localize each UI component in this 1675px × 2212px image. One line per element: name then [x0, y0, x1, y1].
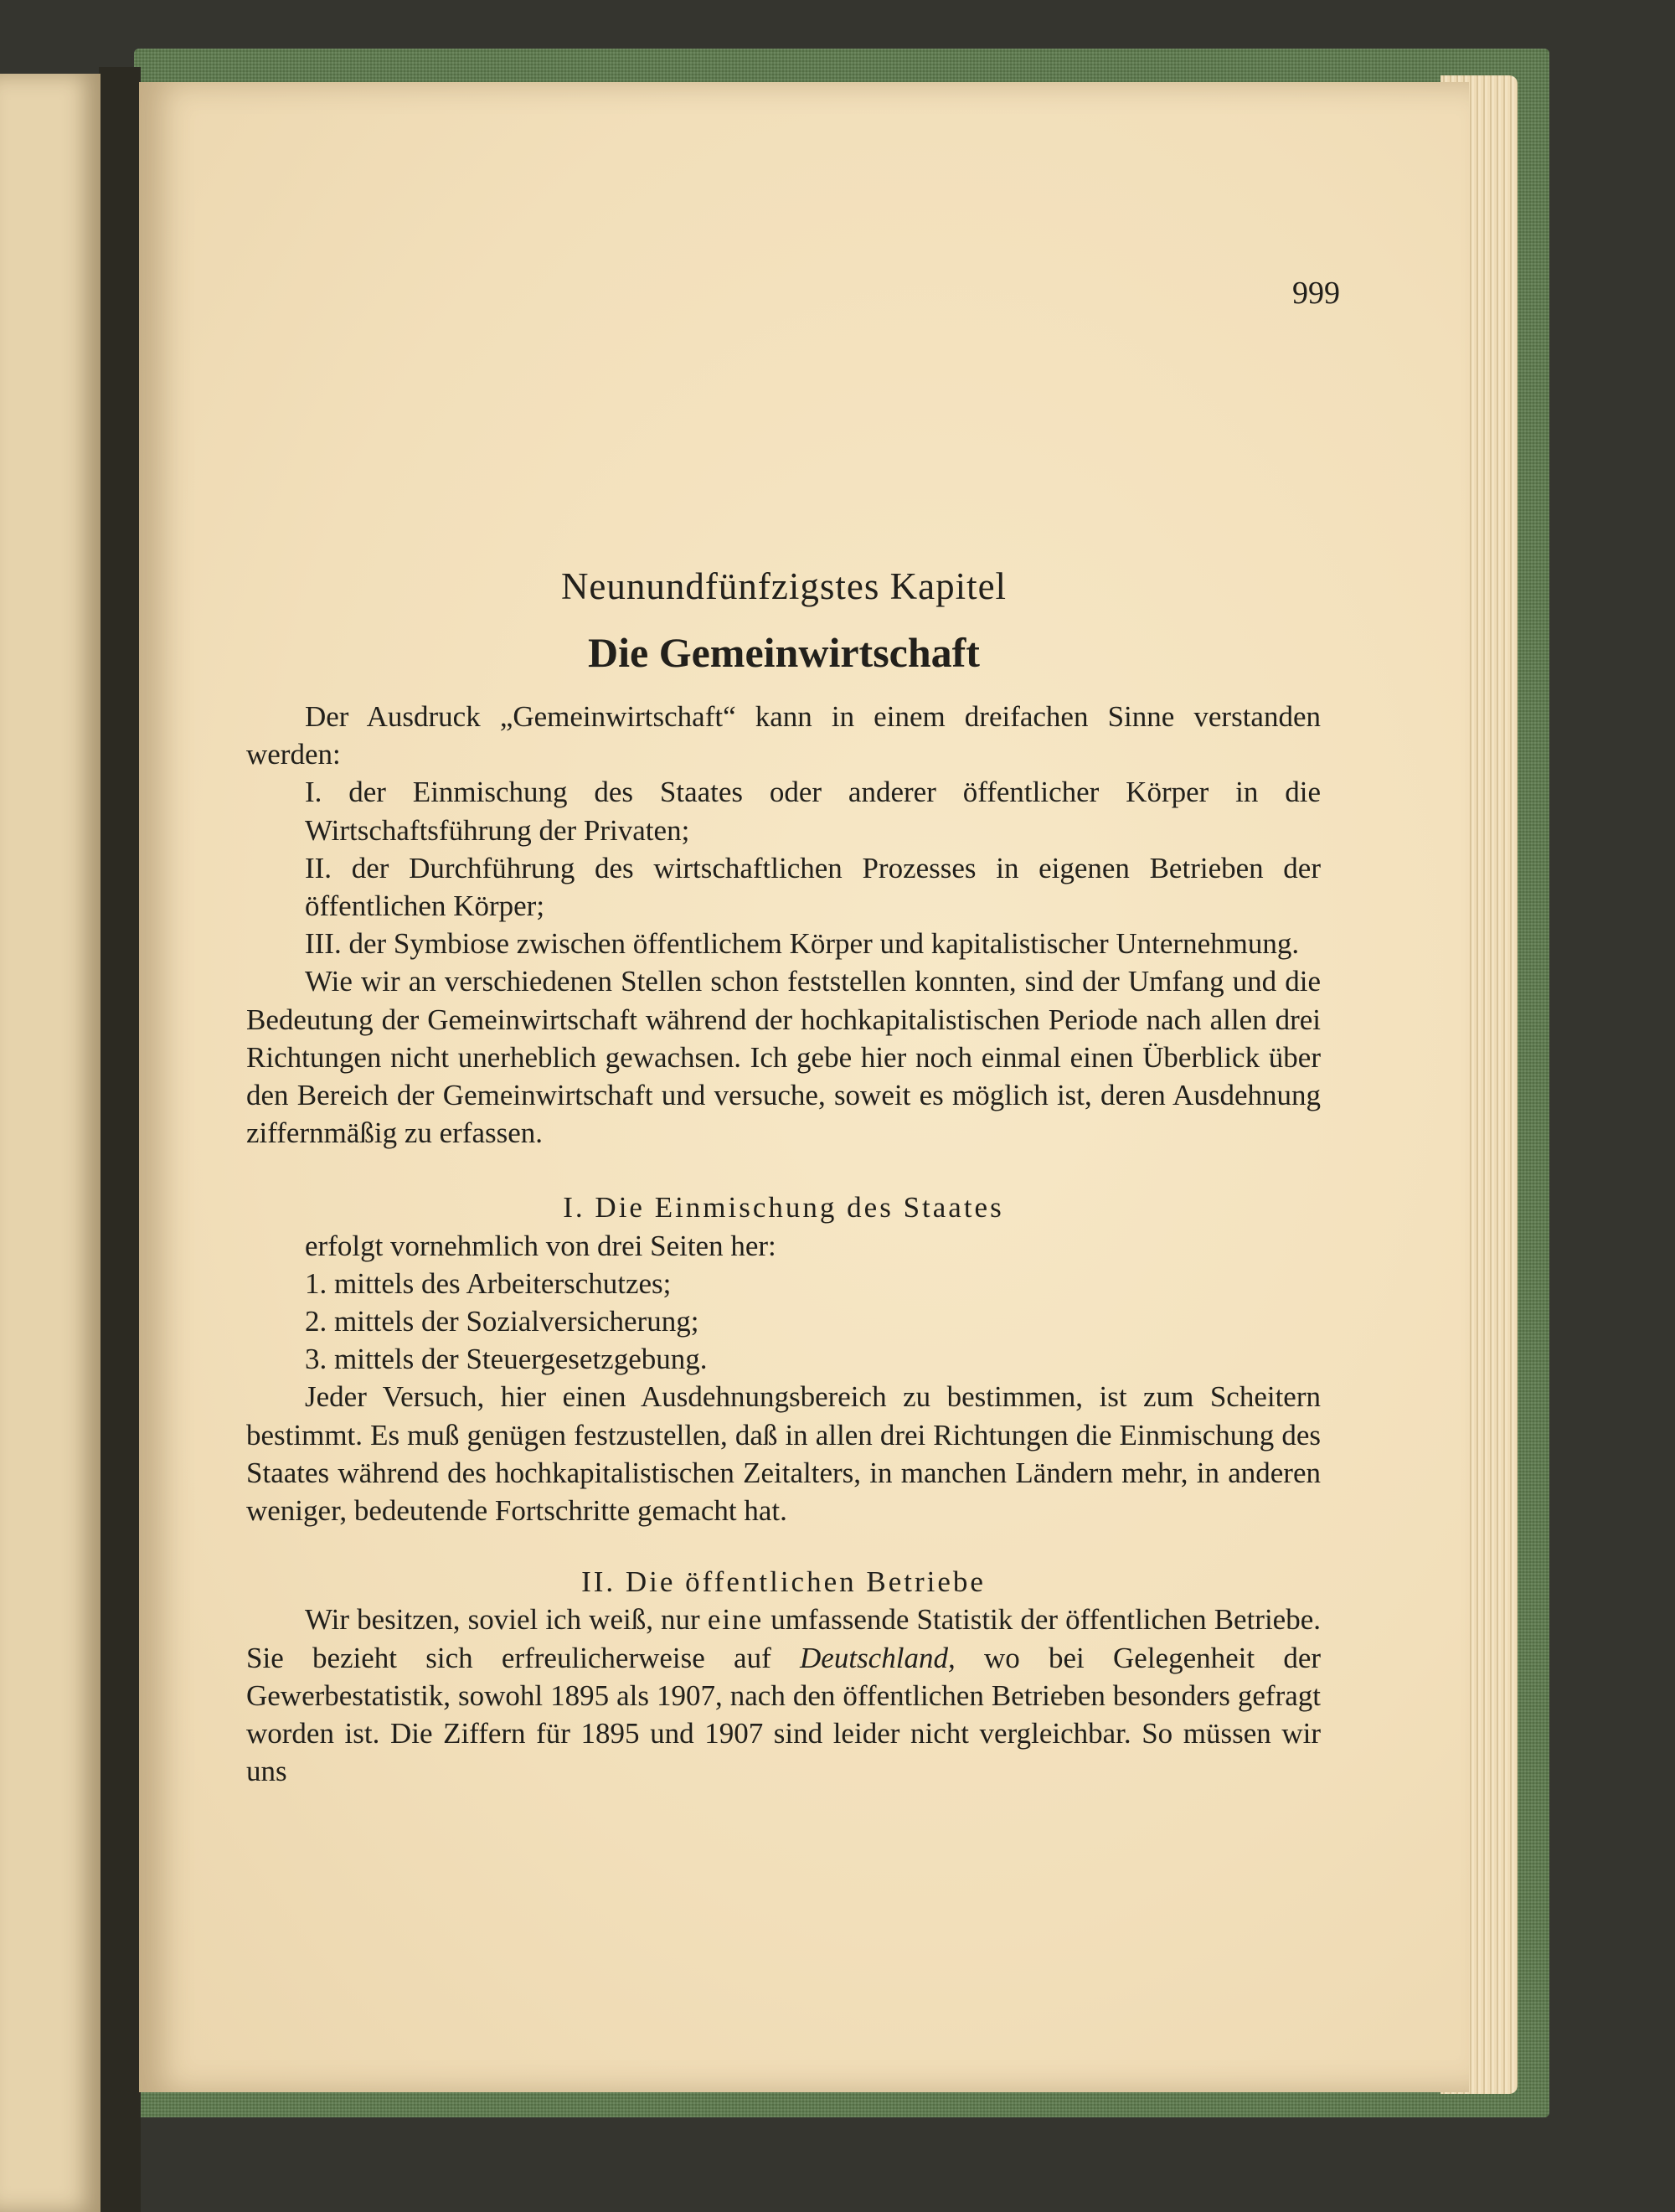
emphasized-word: eine: [707, 1603, 764, 1637]
italic-word: Deutschland,: [800, 1641, 956, 1674]
intro-paragraph: Der Ausdruck „Gemeinwirtschaft“ kann in einem dreifachen Sinne verstanden werden:: [246, 700, 1321, 771]
book-gutter: [99, 67, 141, 2212]
book-page: [139, 82, 1469, 2092]
paragraph-text: wo bei Gelegenheit der Gewerbestatistik, sowohl 1895 als 1907, nach den öffentlichen Betrieben besonders gefragt worden ist. Die Ziffern für 1895 und 1907 sind leider nicht vergleichbar. So müssen wir uns: [246, 1641, 1322, 1788]
intro-paragraph-2: Wie wir an verschiedenen Stellen schon feststellen konnten, sind der Umfang und die Bedeutung der Gemeinwirtschaft während der hochkapitalistischen Periode nach allen drei Richtungen nicht unerheblich gewachsen. Ich gebe hier noch einmal einen Überblick über den Bereich der Gemeinwirtschaft und versuche, soweit es möglich ist, deren Ausdehnung ziffernmäßig zu erfassen.: [246, 965, 1321, 1150]
intro-item: III. der Symbiose zwischen öffentlichem Körper und kapitalistischer Unternehmung.: [305, 927, 1300, 961]
paragraph-text: umfassende Statistik der öffentlichen Betriebe. Sie bezieht sich erfreulicherweise auf: [246, 1603, 1321, 1674]
intro-item: I. der Einmischung des Staates oder anderer öffentlicher Körper in die Wirtschaftsführung der Privaten;: [305, 776, 1321, 847]
chapter-title: Die Gemeinwirtschaft: [588, 629, 980, 676]
section-heading: II. Die öffentlichen Betriebe: [581, 1565, 986, 1599]
page-number: 999: [1292, 276, 1340, 311]
section-item: 1. mittels des Arbeiterschutzes;: [305, 1266, 672, 1300]
section-heading: I. Die Einmischung des Staates: [563, 1191, 1004, 1225]
section-item: 2. mittels der Sozialversicherung;: [305, 1305, 699, 1338]
section-item: 3. mittels der Steuergesetzgebung.: [305, 1343, 708, 1376]
section-lead: erfolgt vornehmlich von drei Seiten her:: [305, 1229, 776, 1262]
page-body: [246, 698, 1321, 1790]
left-facing-page: [0, 74, 100, 2212]
intro-item: II. der Durchführung des wirtschaftlichen Prozesses in eigenen Betrieben der öffentlichen Körper;: [305, 851, 1321, 923]
section-paragraph: Jeder Versuch, hier einen Ausdehnungsbereich zu bestimmen, ist zum Scheitern bestimmt. Es muß genügen festzustellen, daß in allen drei Richtungen die Einmischung des Staates während des hochkapitalistischen Zeitalters, in manchen Ländern mehr, in anderen weniger, bedeutende Fortschritte gemacht hat.: [246, 1380, 1321, 1528]
paragraph-text: Wir besitzen, soviel ich weiß, nur: [305, 1603, 700, 1637]
chapter-label: Neunundfünfzigstes Kapitel: [560, 565, 1008, 607]
section-paragraph: [246, 1601, 1321, 1790]
